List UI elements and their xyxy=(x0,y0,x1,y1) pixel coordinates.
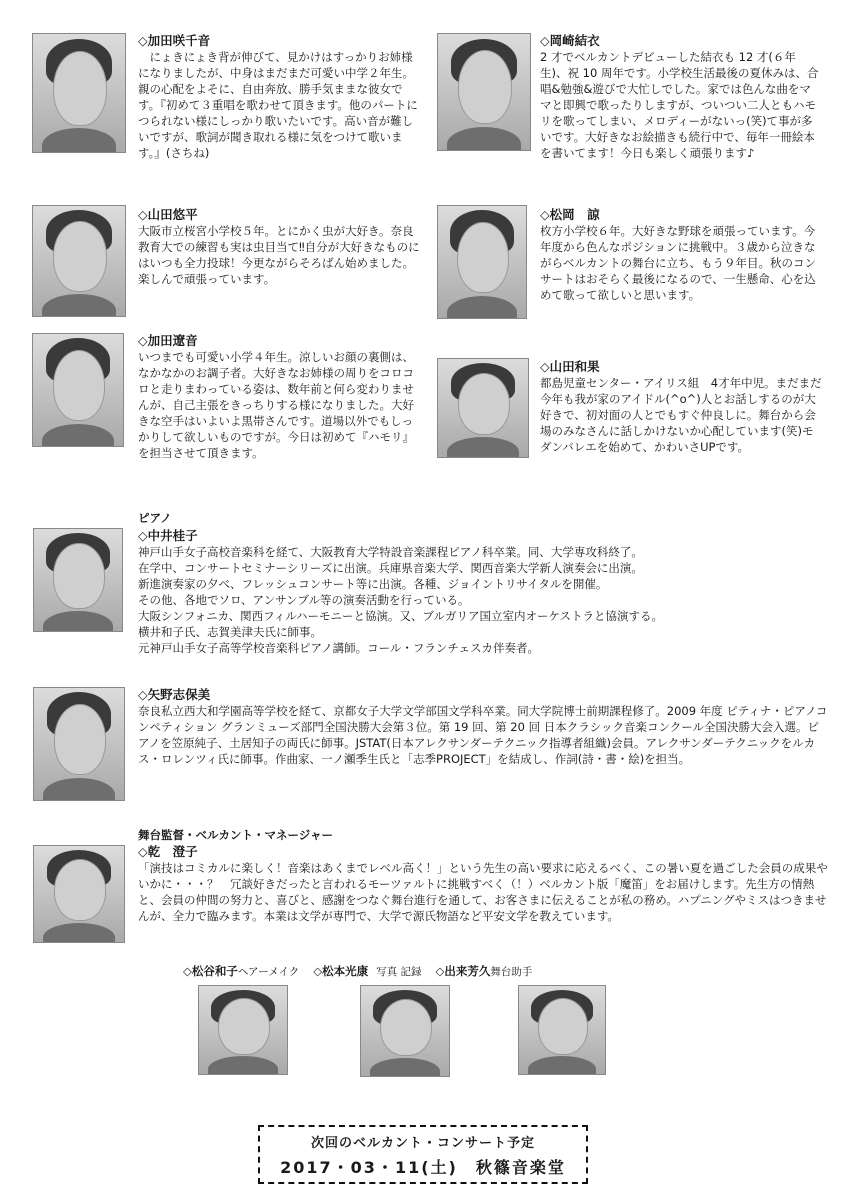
member-name: ◇加田遼音 xyxy=(138,333,198,348)
profile-matsuoka-ryo xyxy=(540,206,822,303)
member-name: ◇松岡 諒 xyxy=(540,207,600,222)
member-name: ◇岡崎結衣 xyxy=(540,33,600,48)
staff-name: ◇出来芳久 xyxy=(435,964,491,978)
staff-row xyxy=(183,963,542,979)
pianist-name: ◇矢野志保美 xyxy=(138,687,211,702)
profile-kada-sachine xyxy=(138,32,418,161)
photo-deki-yoshihisa xyxy=(518,985,606,1075)
staff-role: ヘアーメイク xyxy=(237,966,300,978)
member-text: 2 才でベルカントデビューした結衣も 12 才(６年生)、祝 10 周年です。小学校生活最後の夏休みは、合唱&勉強&遊びで大忙しでした。家では色んな曲をママと即興で歌ったりしますが、ついつい二人ともハモリを歌ってしまい、メロディーがないっ(笑)て事が多いです。大好きなお絵描きも続行中で、毎年一冊絵本を書いてます！今日も楽しく頑張ります♪ xyxy=(540,50,819,160)
photo-matsuoka-ryo xyxy=(437,205,527,319)
member-name: ◇加田咲千音 xyxy=(138,33,211,48)
profile-okazaki-yui xyxy=(540,32,822,161)
section-piano-title: ピアノ xyxy=(138,511,172,525)
photo-kada-ryone xyxy=(32,333,124,447)
next-concert-box xyxy=(258,1125,588,1184)
profile-yamada-waka xyxy=(540,358,822,455)
director-text: 「演技はコミカルに楽しく！音楽はあくまでレベル高く！」という先生の高い要求に応えるべく、この暑い夏を過ごした会員の成果やいかに・・・？ 冗談好きだったと言われるモーツァルトに挑戦すべく（！）ベルカント版「魔笛」をお届けします。先生方の情熱と、会員の仲間の努力と、喜びと、感謝をつなぐ舞台進行を通して、お客さまに伝えることが私の務め。ハプニングやミスはつきませんが、全力で臨みます。本業は文学が専門で、大学で源氏物語など平安文学を教えています。 xyxy=(138,861,828,923)
photo-matsumoto-mitsuyasu xyxy=(360,985,450,1077)
staff-name: ◇松谷和子 xyxy=(183,964,238,978)
member-text: 大阪市立桜宮小学校５年。とにかく虫が大好き。奈良教育大での練習も実は虫目当て‼自分が大好きなものにはいつも全力投球！今更ながらそろばん始めました。楽しんで頑張っています。 xyxy=(138,224,420,286)
staff-role: 写真 記録 xyxy=(376,966,422,978)
next-concert-date: 2017・03・11(土) 秋篠音楽堂 xyxy=(280,1158,566,1177)
pianist-name: ◇中井桂子 xyxy=(138,528,198,543)
photo-matsutani-kazuko xyxy=(198,985,288,1075)
pianist-text: 神戸山手女子高校音楽科を経て、大阪教育大学特設音楽課程ピアノ科卒業。同、大学専攻科終了。 在学中、コンサートセミナーシリーズに出演。兵庫県音楽大学、関西音楽大学新人演奏会に出演。 新進演奏家の夕べ、フレッシュコンサート等に出演。各種、ジョイントリサイタルを開催。 その他、各地でソロ、アンサンブル等の演奏活動を行っている。 大阪シンフォニカ、関西フィルハーモニーと協演。又、ブルガリア国立室内オーケストラと協演する。 横井和子氏、志賀美津夫氏に師事。 元神戸山手女子高等学校音楽科ピアノ講師。コール・フランチェスカ伴奏者。 xyxy=(138,545,664,655)
member-name: ◇山田悠平 xyxy=(138,207,198,222)
profile-nakai-keiko xyxy=(138,527,828,656)
pianist-text: 奈良私立西大和学園高等学校を経て、京都女子大学文学部国文学科卒業。同大学院博士前期課程修了。2009 年度 ピティナ・ピアノコンペティション グランミューズ部門全国決勝大会第３位。第 19 回、第 20 回 日本クラシック音楽コンクール全国決勝大会入選。ピアノを笠原純子、土居知子の両氏に師事。JSTAT(日本アレクサンダーテクニック指導者組織)会員。アレクサンダーテクニックをルカス・ロレンツィ氏に師事。作曲家、一ノ瀬季生氏と「志季PROJECT」を結成し、作詞(詩・書・絵)を担当。 xyxy=(138,704,828,766)
staff-role: 舞台助手 xyxy=(490,966,533,978)
photo-kada-sachine xyxy=(32,33,126,153)
photo-inui-sumiko xyxy=(33,845,125,943)
profile-yano-shihomi xyxy=(138,686,828,767)
staff-name: ◇松本光康 xyxy=(313,964,369,978)
photo-yano-shihomi xyxy=(33,687,125,801)
photo-nakai-keiko xyxy=(33,528,123,632)
member-name: ◇山田和果 xyxy=(540,359,600,374)
profile-yamada-yuhei xyxy=(138,206,420,287)
photo-yamada-yuhei xyxy=(32,205,126,317)
section-director-title: 舞台監督・ベルカント・マネージャー xyxy=(138,828,334,842)
director-name: ◇乾 澄子 xyxy=(138,844,198,859)
next-concert-title: 次回のベルカント・コンサート予定 xyxy=(310,1136,535,1151)
photo-yamada-waka xyxy=(437,358,529,458)
member-text: いつまでも可愛い小学４年生。涼しいお顔の裏側は、なかなかのお調子者。大好きなお姉様の周りをコロコロと走りまわっている姿は、数年前と何ら変わりませんが、自己主張をきっちりする様になりました。大好きな空手はいよいよ黒帯さんです。道場以外でもしっかりして欲しいものですが。今日は初めて『ハモリ』を担当させて頂きます。 xyxy=(138,350,414,460)
member-text: 枚方小学校６年。大好きな野球を頑張っています。今年度から色んなポジションに挑戦中。３歳から泣きながらベルカントの舞台に立ち、もう９年目。秋のコンサートはおそらく最後になるので、一生懸命、心を込めて歌って欲しいと思います。 xyxy=(540,224,816,302)
photo-okazaki-yui xyxy=(437,33,531,151)
profile-inui-sumiko xyxy=(138,843,828,924)
member-text: 都島児童センター・アイリス組 4才年中児。まだまだ今年も我が家のアイドル(^o^)人とお話しするのが大好きで、初対面の人とでもすぐ仲良しに。舞台から会場のみなさんに話しかけないか心配しています(笑)モダンバレエを始めて、かわいさUPです。 xyxy=(540,376,822,454)
member-text: にょきにょき背が伸びて、見かけはすっかりお姉様になりましたが、中身はまだまだ可愛い中学２年生。親の心配をよそに、自由奔放、勝手気ままな彼女です。『初めて３重唱を歌わせて頂きます。他のパートにつられない様にしっかり歌いたいです。高い音が難しいですが、歌詞が聞き取れる様に気をつけて歌います。』(さちね) xyxy=(138,50,418,160)
profile-kada-ryone xyxy=(138,332,420,461)
